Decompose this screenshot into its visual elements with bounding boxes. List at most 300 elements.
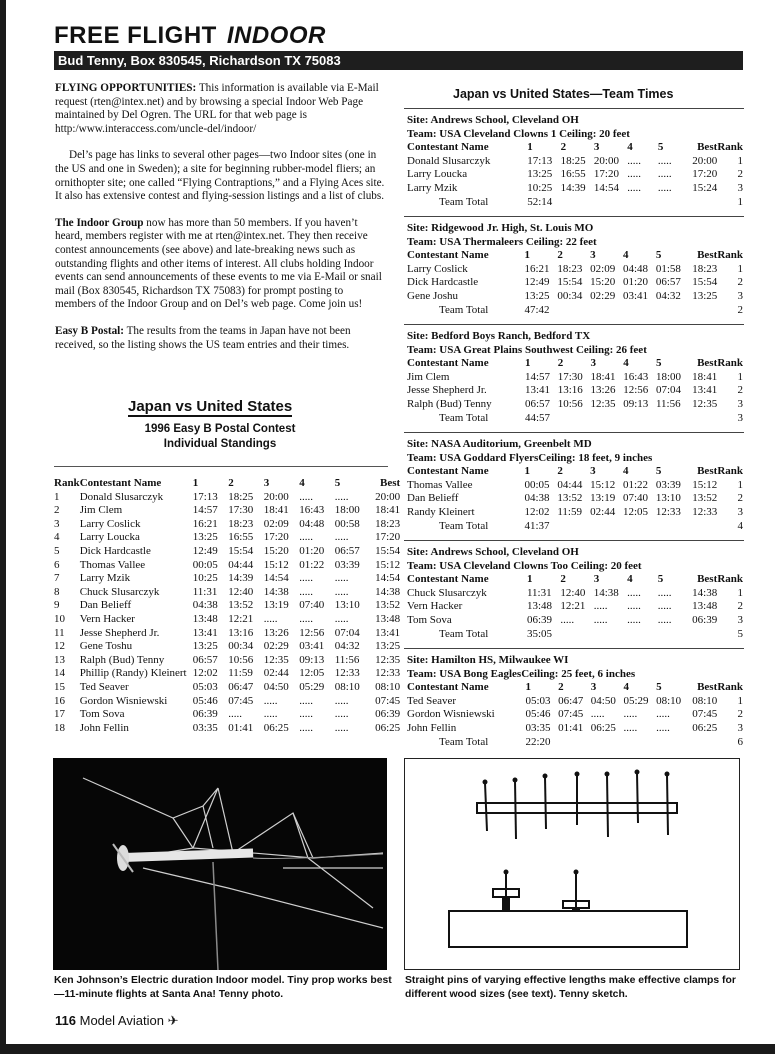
table-cell: 13:41 <box>692 384 718 397</box>
table-cell: ..... <box>228 708 242 721</box>
table-cell: 13:48 <box>375 612 401 625</box>
table-cell: Larry Loucka <box>407 168 468 181</box>
table-cell: 1 <box>737 370 743 383</box>
team-separator <box>404 216 744 217</box>
column-header: Contestant Name <box>79 477 162 489</box>
empty-cell <box>689 412 718 426</box>
table-cell: 11:31 <box>192 585 218 598</box>
team-table <box>407 573 745 641</box>
table-cell: 13:10 <box>655 492 681 505</box>
table-cell: ..... <box>656 708 670 721</box>
column-header: Contestant Name <box>407 465 489 478</box>
table-cell: 16:55 <box>228 531 254 544</box>
team-total-label: Team Total <box>439 735 489 748</box>
table-cell: ..... <box>334 490 349 503</box>
table-row <box>407 384 745 398</box>
team-total-rank: 6 <box>737 735 743 748</box>
table-cell: 13:52 <box>375 599 401 612</box>
table-cell: 18:00 <box>334 504 360 517</box>
empty-cell <box>557 520 590 534</box>
team-table <box>407 357 745 425</box>
table-cell: 3 <box>737 613 743 626</box>
photo-caption: Ken Johnson’s Electric duration Indoor model. Tiny prop works best—11-minute flights at Santa Ana! Tenny photo. <box>54 975 392 1000</box>
team-total-rank: 2 <box>737 303 743 316</box>
table-cell: 18:25 <box>228 490 254 503</box>
table-cell: 11:31 <box>526 586 552 599</box>
table-cell: Tom Sova <box>407 613 452 626</box>
table-cell: 12:33 <box>655 505 681 518</box>
table-cell: 11 <box>54 626 65 639</box>
table-cell: ..... <box>299 694 313 707</box>
table-cell: Dick Hardcastle <box>407 276 479 289</box>
table-cell: 13:19 <box>590 492 616 505</box>
table-header-row <box>54 477 400 491</box>
table-cell: 12 <box>54 640 65 653</box>
team-total-row <box>407 736 745 750</box>
paragraph-flying-opportunities <box>55 82 385 136</box>
page-footer <box>55 1013 178 1029</box>
column-header: 5 <box>657 141 664 154</box>
table-cell: 12:21 <box>560 600 586 613</box>
table-cell: 06:25 <box>590 721 616 734</box>
table-cell: Larry Mzik <box>407 181 458 194</box>
table-cell: 06:57 <box>655 276 681 289</box>
table-cell: 17:13 <box>527 154 553 167</box>
table-cell: 13:52 <box>557 492 583 505</box>
column-header: 5 <box>655 465 662 478</box>
team-total-row <box>407 304 745 318</box>
table-cell: 04:50 <box>263 680 289 693</box>
article-body <box>55 82 385 365</box>
table-cell: 06:57 <box>192 653 218 666</box>
table-row <box>407 722 745 736</box>
table-cell: ..... <box>334 572 349 585</box>
table-cell: 12:33 <box>692 505 718 518</box>
table-cell: Donald Slusarczyk <box>79 490 164 503</box>
table-row <box>54 586 400 600</box>
team-total-value: 44:57 <box>524 411 551 424</box>
table-cell: ..... <box>560 613 575 626</box>
table-cell: 13:25 <box>375 640 401 653</box>
paragraph-text: This information is available via E-Mail request (rten@intex.net) and by browsing a special Indoor Web Page maintained by Del Ogren. The URL for that web page is http:/www.interaccess.com/uncle-del/indoor/ <box>55 82 379 135</box>
table-cell: 14:57 <box>524 370 551 383</box>
column-header: 5 <box>657 573 664 586</box>
table-cell: 03:41 <box>299 640 325 653</box>
column-header: Rank <box>54 477 80 489</box>
table-cell: ..... <box>656 721 670 734</box>
table-cell: 18:23 <box>692 262 718 275</box>
table-cell: 2 <box>737 600 743 613</box>
table-cell: 00:05 <box>192 558 218 571</box>
table-cell: 8 <box>54 585 60 598</box>
team-total-label: Team Total <box>439 195 489 208</box>
column-header: Rank <box>717 141 743 154</box>
table-row <box>407 695 745 709</box>
team-total-rank: 5 <box>737 627 743 640</box>
column-header: 5 <box>655 357 662 370</box>
team-block <box>407 222 745 317</box>
table-cell: 17:20 <box>263 531 289 544</box>
team-site: Site: Hamilton HS, Milwaukee WI <box>407 654 569 666</box>
table-cell: 06:39 <box>192 708 218 721</box>
empty-cell <box>688 628 717 642</box>
table-cell: 08:10 <box>692 694 718 707</box>
empty-cell <box>658 628 689 642</box>
table-cell: 17 <box>54 708 65 721</box>
table-cell: 02:29 <box>590 289 616 302</box>
table-cell: 12:35 <box>375 653 401 666</box>
team-total-label: Team Total <box>439 627 489 640</box>
empty-cell <box>590 304 623 318</box>
table-cell: 06:47 <box>558 694 584 707</box>
empty-cell <box>656 304 689 318</box>
table-cell: 12:33 <box>334 667 360 680</box>
table-cell: 12:40 <box>560 586 586 599</box>
table-cell: 3 <box>737 397 743 410</box>
table-cell: ..... <box>299 531 313 544</box>
magazine-name: Model Aviation <box>79 1013 164 1028</box>
table-cell: Randy Kleinert <box>407 505 475 518</box>
table-cell: Larry Mzik <box>79 572 131 585</box>
table-cell: 08:10 <box>656 694 682 707</box>
table-cell: 10 <box>54 612 65 625</box>
table-cell: 12:40 <box>228 585 254 598</box>
table-cell: 17:30 <box>557 370 583 383</box>
empty-cell <box>594 628 627 642</box>
table-cell: 18:41 <box>375 504 401 517</box>
table-cell: 00:58 <box>334 517 360 530</box>
table-row <box>407 587 745 601</box>
table-row <box>54 640 400 654</box>
table-cell: 18:41 <box>590 370 616 383</box>
team-site: Site: NASA Auditorium, Greenbelt MD <box>407 438 592 450</box>
table-cell: ..... <box>593 613 608 626</box>
table-cell: 1 <box>737 586 743 599</box>
column-header: 2 <box>560 141 567 154</box>
column-header: 1 <box>524 249 530 262</box>
column-header: Rank <box>717 573 743 586</box>
table-cell: 04:38 <box>192 599 218 612</box>
team-total-row <box>407 520 745 534</box>
table-cell: 14:38 <box>263 585 289 598</box>
table-cell: Gordon Wisniewski <box>79 694 168 707</box>
table-cell: 12:56 <box>299 626 325 639</box>
team-total-rank: 4 <box>737 519 743 532</box>
table-cell: Chuck Slusarczyk <box>79 585 160 598</box>
table-cell: 12:49 <box>192 544 218 557</box>
table-cell: 18:25 <box>560 154 586 167</box>
table-cell: 07:45 <box>228 694 254 707</box>
table-cell: 00:05 <box>524 478 550 491</box>
team-total-value: 52:14 <box>527 195 553 208</box>
page-frame-left <box>0 0 6 1054</box>
model-photo <box>53 758 387 970</box>
table-row <box>407 168 745 182</box>
table-cell: ..... <box>593 600 608 613</box>
table-cell: Larry Coslick <box>79 517 141 530</box>
individual-standings-table <box>54 477 400 735</box>
table-cell: 1 <box>737 154 743 167</box>
column-header: 3 <box>590 357 596 370</box>
table-cell: 17:13 <box>192 490 218 503</box>
team-site: Site: Ridgewood Jr. High, St. Louis MO <box>407 222 594 234</box>
table-row <box>54 654 400 668</box>
team-separator <box>404 324 744 325</box>
column-header: 5 <box>656 681 662 694</box>
table-row <box>407 276 745 290</box>
team-site: Site: Andrews School, Cleveland OH <box>407 546 579 558</box>
table-cell: 12:35 <box>590 397 616 410</box>
table-cell: 02:44 <box>590 505 616 518</box>
table-row <box>407 708 745 722</box>
table-cell: 04:32 <box>655 289 681 302</box>
table-cell: 04:32 <box>334 640 360 653</box>
table-row <box>54 504 400 518</box>
empty-cell <box>623 304 656 318</box>
column-title-main: FREE FLIGHT <box>54 22 217 49</box>
table-cell: 12:33 <box>375 667 401 680</box>
table-row <box>54 599 400 613</box>
column-header: 1 <box>524 465 530 478</box>
table-cell: 4 <box>54 531 60 544</box>
table-cell: 13:52 <box>692 492 718 505</box>
column-header: Contestant Name <box>407 357 489 370</box>
table-cell: 07:45 <box>692 708 718 721</box>
table-cell: 01:22 <box>623 478 649 491</box>
table-cell: 08:10 <box>375 680 401 693</box>
table-cell: 05:46 <box>192 694 218 707</box>
table-cell: 01:20 <box>623 276 649 289</box>
table-cell: 18:41 <box>263 504 289 517</box>
paragraph-text: The results from the teams in Japan have not been received, so the listing shows the US team entries and their times. <box>55 324 351 351</box>
table-cell: 12:49 <box>524 276 550 289</box>
table-cell: ..... <box>627 154 641 167</box>
table-cell: 06:25 <box>692 721 718 734</box>
pin-clamp-sketch <box>404 758 740 970</box>
column-header: Best <box>697 573 718 586</box>
empty-cell <box>623 520 656 534</box>
table-cell: 03:41 <box>623 289 649 302</box>
table-cell: Ralph (Bud) Tenny <box>79 653 165 666</box>
column-title-italic: INDOOR <box>226 22 326 49</box>
table-cell: Gordon Wisniewski <box>407 708 495 721</box>
table-cell: 2 <box>737 708 743 721</box>
column-header: 3 <box>590 681 597 694</box>
table-cell: 18:23 <box>557 262 583 275</box>
table-cell: 3 <box>737 181 743 194</box>
table-cell: 12:21 <box>228 612 254 625</box>
table-cell: 1 <box>737 694 743 707</box>
table-cell: ..... <box>334 694 349 707</box>
table-row <box>407 398 745 412</box>
table-cell: 07:45 <box>558 708 584 721</box>
individual-standings-subtitle <box>55 422 385 452</box>
table-cell: 03:39 <box>334 558 360 571</box>
table-cell: 10:56 <box>557 397 583 410</box>
table-row <box>407 506 745 520</box>
column-header: Rank <box>717 465 743 478</box>
table-cell: 03:35 <box>192 721 218 734</box>
table-cell: 15:12 <box>263 558 289 571</box>
table-cell: 03:39 <box>655 478 681 491</box>
table-cell: 12:05 <box>299 667 325 680</box>
table-cell: 13:48 <box>692 600 718 613</box>
table-cell: 2 <box>737 276 743 289</box>
table-cell: ..... <box>627 613 641 626</box>
column-header: 3 <box>590 465 596 478</box>
table-cell: Gene Toshu <box>79 640 133 653</box>
table-cell: 14:54 <box>375 572 401 585</box>
column-header: 3 <box>593 573 600 586</box>
table-cell: 09:13 <box>299 653 325 666</box>
empty-cell <box>688 196 717 210</box>
table-cell: 15:12 <box>590 478 616 491</box>
paragraph-lead: FLYING OPPORTUNITIES: <box>55 82 197 94</box>
table-row <box>54 627 400 641</box>
empty-cell <box>689 736 717 750</box>
subtitle-line: Individual Standings <box>163 438 277 450</box>
empty-cell <box>623 412 656 426</box>
table-cell: 11:59 <box>228 667 253 680</box>
table-cell: 14:38 <box>692 586 718 599</box>
column-header: 4 <box>623 249 629 262</box>
team-name: Team: USA Cleveland Clowns 1 Ceiling: 20 feet <box>407 127 630 140</box>
team-table <box>407 249 745 317</box>
column-header: 1 <box>526 573 533 586</box>
team-total-rank: 1 <box>737 195 743 208</box>
table-cell: 14:57 <box>192 504 218 517</box>
table-cell: 11:56 <box>655 397 681 410</box>
table-cell: 16:55 <box>560 168 586 181</box>
table-cell: 18:23 <box>375 517 401 530</box>
author-bar: Bud Tenny, Box 830545, Richardson TX 75083 <box>54 51 743 70</box>
table-cell: 14:54 <box>593 181 619 194</box>
table-cell: 13:25 <box>524 289 550 302</box>
table-cell: 05:03 <box>525 694 551 707</box>
table-cell: ..... <box>657 154 672 167</box>
table-row <box>407 479 745 493</box>
column-header: 3 <box>593 141 600 154</box>
column-header: 1 <box>192 477 199 489</box>
team-block <box>407 438 745 533</box>
table-cell: 02:09 <box>590 262 616 275</box>
empty-cell <box>656 520 689 534</box>
table-cell: 3 <box>737 289 743 302</box>
table-row <box>54 491 400 505</box>
table-cell: 6 <box>54 558 60 571</box>
table-cell: Tom Sova <box>79 708 125 721</box>
team-block <box>407 654 745 749</box>
table-cell: 14 <box>54 667 65 680</box>
table-cell: 00:34 <box>557 289 583 302</box>
table-cell: Larry Coslick <box>407 262 468 275</box>
table-cell: 20:00 <box>375 490 401 503</box>
table-cell: 14:38 <box>593 586 619 599</box>
table-cell: 15:54 <box>557 276 583 289</box>
table-cell: ..... <box>299 708 313 721</box>
table-header-row <box>407 681 745 695</box>
table-cell: 01:41 <box>558 721 584 734</box>
table-rule <box>54 466 388 467</box>
table-cell: 16:43 <box>299 504 325 517</box>
team-total-value: 41:37 <box>524 519 550 532</box>
table-row <box>54 545 400 559</box>
table-cell: 18 <box>54 721 65 734</box>
table-header-row <box>407 573 745 587</box>
team-total-value: 22:20 <box>525 735 551 748</box>
column-header: 2 <box>228 477 234 489</box>
table-cell: ..... <box>334 721 349 734</box>
table-cell: 17:20 <box>692 168 718 181</box>
team-block <box>407 546 745 641</box>
page-frame-bottom <box>0 1044 775 1054</box>
table-cell: ..... <box>657 613 672 626</box>
empty-cell <box>689 304 718 318</box>
empty-cell <box>627 196 658 210</box>
table-cell: 20:00 <box>263 490 289 503</box>
table-cell: 2 <box>737 384 743 397</box>
empty-cell <box>656 412 689 426</box>
table-row <box>54 531 400 545</box>
table-cell: 20:00 <box>692 154 718 167</box>
table-cell: ..... <box>627 168 641 181</box>
table-cell: 11:59 <box>557 505 582 518</box>
table-cell: ..... <box>657 168 672 181</box>
table-cell: 1 <box>737 478 743 491</box>
table-header-row <box>407 465 745 479</box>
table-cell: ..... <box>299 612 313 625</box>
column-header: 4 <box>299 477 305 489</box>
column-header: 3 <box>263 477 270 489</box>
table-cell: 2 <box>737 492 743 505</box>
table-cell: ..... <box>263 708 278 721</box>
table-cell: Chuck Slusarczyk <box>407 586 487 599</box>
table-cell: Thomas Vallee <box>407 478 473 491</box>
team-total-row <box>407 628 745 642</box>
table-cell: 06:47 <box>228 680 254 693</box>
table-cell: Donald Slusarczyk <box>407 154 491 167</box>
team-name: Team: USA Great Plains Southwest Ceiling: 26 feet <box>407 343 647 356</box>
table-cell: Phillip (Randy) Kleinert <box>79 667 187 680</box>
table-cell: 3 <box>737 505 743 518</box>
table-row <box>54 722 400 736</box>
team-block <box>407 114 745 209</box>
table-cell: 15:24 <box>692 181 718 194</box>
table-cell: 12:56 <box>623 384 649 397</box>
table-cell: 15 <box>54 680 65 693</box>
table-cell: ..... <box>623 721 638 734</box>
team-name: Team: USA Thermaleers Ceiling: 22 feet <box>407 235 597 248</box>
table-row <box>54 708 400 722</box>
column-header: Rank <box>717 681 743 694</box>
table-row <box>54 695 400 709</box>
paragraph-text: now has more than 50 members. If you haven’t heard, members register with me at rten@intex.net. They then receive contest announcements (see above) and late-breaking news such as outstanding flights and other items of interest. All clubs holding Indoor events can send announcements of these events to me via E-Mail or snail mail (Box 830545, Richardson TX 75083) for prompt posting to members of the Indoor Group and on Del’s web page. Come join us! <box>55 216 382 311</box>
table-cell: Ralph (Bud) Tenny <box>407 397 492 410</box>
table-cell: 15:54 <box>692 276 718 289</box>
table-cell: ..... <box>627 586 641 599</box>
table-cell: 06:39 <box>375 708 401 721</box>
team-separator <box>404 432 744 433</box>
empty-cell <box>656 736 689 750</box>
table-row <box>407 290 745 304</box>
table-cell: 06:25 <box>263 721 289 734</box>
empty-cell <box>594 196 627 210</box>
team-total-label: Team Total <box>439 303 489 316</box>
column-header: 4 <box>623 681 629 694</box>
column-header: 1 <box>527 141 533 154</box>
table-row <box>407 492 745 506</box>
table-cell: Ted Seaver <box>407 694 457 707</box>
